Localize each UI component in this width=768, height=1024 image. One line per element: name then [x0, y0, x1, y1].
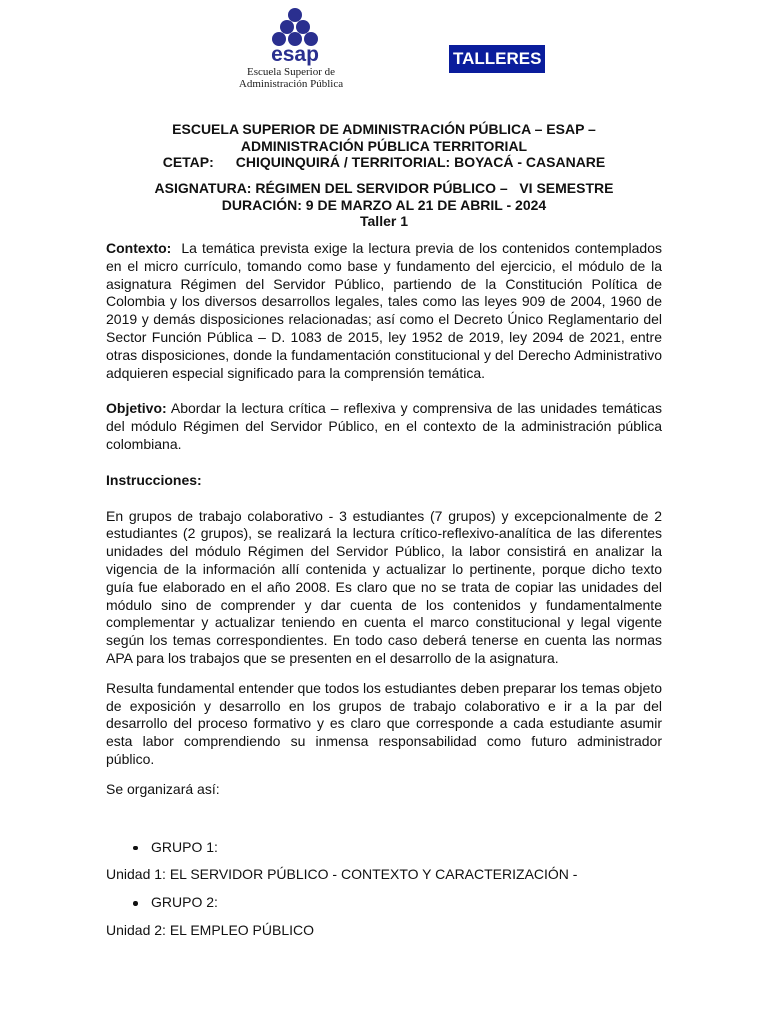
- talleres-badge: TALLERES: [449, 45, 545, 73]
- objetivo-label: Objetivo:: [106, 400, 167, 417]
- asignatura-line: ASIGNATURA: RÉGIMEN DEL SERVIDOR PÚBLICO – VI SEMESTRE: [154, 180, 614, 196]
- document-body: [106, 240, 662, 940]
- esap-logo: [226, 4, 356, 96]
- instrucciones-label: Instrucciones:: [106, 471, 202, 488]
- instrucciones-heading: [106, 472, 662, 490]
- instrucciones-paragraph-2: Resulta fundamental entender que todos los estudiantes deben preparar los temas objeto de exposición y desarrollo en los grupos de trabajo colaborativo e ir a la par del desarrollo del proceso formativo y es claro que corresponde a cada estudiante asumir esta labor comprendiendo su inmensa responsabilidad como futuro administrador público.: [106, 679, 662, 767]
- group-list: [106, 839, 662, 940]
- group-2-unit: Unidad 2: EL EMPLEO PÚBLICO: [106, 921, 315, 938]
- objetivo-paragraph: [106, 400, 662, 453]
- logo-caption-line-1: Escuela Superior de: [247, 66, 335, 78]
- cetap-label: CETAP:: [162, 154, 214, 170]
- esap-logo-mark: [226, 4, 356, 66]
- group-1-unit: Unidad 1: EL SERVIDOR PÚBLICO - CONTEXTO Y CARACTERIZACIÓN -: [106, 866, 578, 883]
- instrucciones-paragraph-3: Se organizará así:: [106, 780, 220, 797]
- contexto-paragraph: [106, 240, 662, 382]
- logo-wordmark: esap: [271, 43, 319, 66]
- logo-dots: [272, 8, 318, 46]
- logo-caption-line-2: Administración Pública: [238, 78, 344, 90]
- group-2-bullet: GRUPO 2:: [106, 894, 662, 912]
- contexto-text: La temática prevista exige la lectura previa de los contenidos contemplados en el micro currículo, tomando como base y fundamento del ejercicio, el módulo de la asignatura Régimen del Servidor Público, partiendo de la Constitución Política de Colombia y los diversos desarrollos legales, tales como las leyes 909 de 2004, 1960 de 2019 y demás disposiciones relacionadas; así como el Decreto Único Reglamentario del Sector Función Pública – D. 1083 de 2015, ley 1952 de 2019, ley 2094 de 2021, entre otras disposiciones, donde la fundamentación constitucional y del Derecho Administrativo adquieren especial significado para la comprensión temática.: [106, 240, 662, 381]
- header-line-2: ADMINISTRACIÓN PÚBLICA TERRITORIAL: [240, 137, 528, 154]
- taller-title: Taller 1: [360, 213, 408, 229]
- group-1-bullet: GRUPO 1:: [106, 839, 662, 857]
- contexto-label: Contexto:: [106, 240, 172, 256]
- cetap-value: CHIQUINQUIRÁ / TERRITORIAL: BOYACÁ - CASANARE: [235, 154, 606, 170]
- instrucciones-paragraph-1: En grupos de trabajo colaborativo - 3 estudiantes (7 grupos) y excepcionalmente de 2 estudiantes (2 grupos), se realizará la lectura crítico-reflexivo-analítica de las diferentes unidades del módulo Régimen del Servidor Público, la labor consistirá en analizar la vigencia de la información allí contenida y actualizar lo pertinente, porque dicho texto guía fue elaborado en el año 2008. Es claro que no se trata de copiar las unidades del módulo sino de comprender y dar cuenta de los contenidos y fundamentalmente complementar y actualizar teniendo en cuenta el marco constitucional y legal vigente según los temas correspondientes. En todo caso deberá tenerse en cuenta las normas APA para los trabajos que se presenten en el desarrollo de la asignatura.: [106, 507, 662, 666]
- duracion-line: DURACIÓN: 9 DE MARZO AL 21 DE ABRIL - 2024: [221, 196, 547, 213]
- institution-header: [106, 121, 662, 171]
- header-line-1: ESCUELA SUPERIOR DE ADMINISTRACIÓN PÚBLICA – ESAP –: [172, 121, 596, 137]
- logo-caption: [226, 66, 356, 90]
- course-header: [106, 180, 662, 230]
- objetivo-text: Abordar la lectura crítica – reflexiva y comprensiva de las unidades temáticas del módulo Régimen del Servidor Público, en el contexto de la administración pública colombiana.: [106, 400, 662, 452]
- cetap-line: [106, 154, 662, 171]
